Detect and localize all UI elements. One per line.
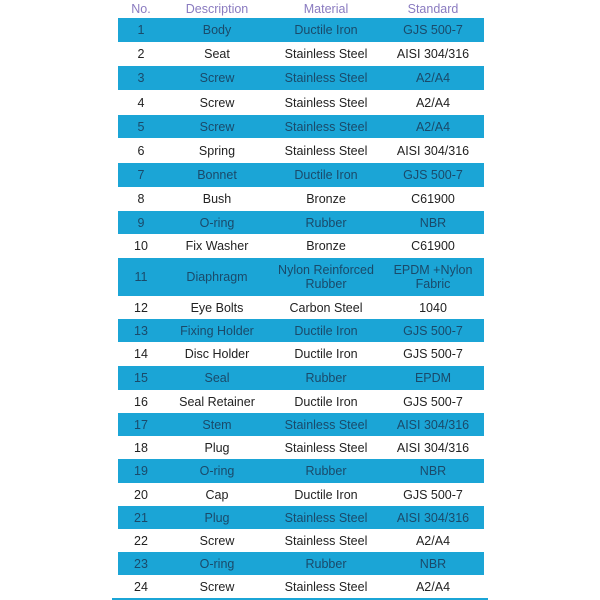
cell-no: 8 bbox=[137, 192, 145, 206]
materials-table bbox=[118, 0, 484, 598]
cell-material: Rubber bbox=[305, 556, 347, 571]
cell-material: Ductile Iron bbox=[294, 323, 358, 338]
header-material: Material bbox=[303, 2, 349, 16]
cell-material: Rubber bbox=[305, 464, 347, 478]
cell-standard: GJS 500-7 bbox=[403, 323, 463, 338]
cell-material: Rubber bbox=[305, 371, 347, 385]
table-row bbox=[118, 506, 484, 529]
cell-material: Ductile Iron bbox=[294, 168, 358, 182]
cell-standard: GJS 500-7 bbox=[403, 487, 463, 502]
cell-no: 11 bbox=[134, 270, 148, 284]
cell-description: Bush bbox=[202, 192, 232, 206]
table-row bbox=[118, 529, 484, 552]
cell-material: Bronze bbox=[306, 192, 346, 206]
cell-standard: C61900 bbox=[411, 192, 455, 206]
cell-material: Carbon Steel bbox=[289, 300, 363, 315]
table-row bbox=[118, 552, 484, 575]
table-row bbox=[118, 115, 484, 138]
cell-no: 24 bbox=[134, 579, 148, 594]
table-row bbox=[118, 66, 484, 90]
cell-description: Bonnet bbox=[197, 168, 237, 182]
cell-no: 3 bbox=[137, 71, 145, 85]
cell-description: Seal bbox=[204, 371, 230, 385]
cell-description: Seat bbox=[204, 47, 230, 61]
cell-material: Stainless Steel bbox=[284, 47, 368, 61]
cell-description: Plug bbox=[204, 440, 230, 455]
cell-description: Stem bbox=[202, 417, 232, 432]
table-row bbox=[118, 366, 484, 390]
cell-description: Spring bbox=[198, 143, 236, 158]
cell-description: Cap bbox=[205, 487, 229, 502]
cell-description: Plug bbox=[204, 510, 230, 525]
cell-no: 1 bbox=[137, 23, 145, 37]
cell-standard: GJS 500-7 bbox=[403, 394, 463, 409]
cell-material: Ductile Iron bbox=[294, 394, 358, 409]
cell-material: Rubber bbox=[305, 215, 347, 230]
cell-material: Stainless Steel bbox=[284, 143, 368, 158]
cell-no: 10 bbox=[134, 239, 148, 253]
table-row bbox=[118, 18, 484, 42]
cell-material: Ductile Iron bbox=[294, 23, 358, 37]
cell-description: Screw bbox=[199, 71, 235, 85]
cell-standard: AISI 304/316 bbox=[396, 143, 470, 158]
cell-description: Screw bbox=[199, 533, 235, 548]
cell-description: Fixing Holder bbox=[180, 323, 254, 338]
table-row bbox=[118, 42, 484, 66]
cell-no: 2 bbox=[137, 47, 145, 61]
table-row bbox=[118, 342, 484, 366]
table-row bbox=[118, 187, 484, 211]
cell-no: 22 bbox=[134, 533, 148, 548]
cell-no: 17 bbox=[134, 417, 148, 432]
cell-standard: A2/A4 bbox=[415, 95, 451, 110]
cell-no: 23 bbox=[134, 556, 148, 571]
table-row bbox=[118, 483, 484, 506]
cell-no: 6 bbox=[137, 143, 145, 158]
cell-description: O-ring bbox=[199, 215, 235, 230]
cell-standard: A2/A4 bbox=[415, 579, 451, 594]
cell-no: 21 bbox=[134, 510, 148, 525]
cell-material: Stainless Steel bbox=[284, 440, 368, 455]
table-row bbox=[118, 90, 484, 115]
cell-standard: NBR bbox=[419, 556, 447, 571]
cell-material: Stainless Steel bbox=[284, 579, 368, 594]
table-row bbox=[118, 459, 484, 483]
cell-material: Stainless Steel bbox=[284, 417, 368, 432]
cell-standard: AISI 304/316 bbox=[396, 417, 470, 432]
cell-standard: EPDM bbox=[414, 371, 452, 385]
cell-no: 5 bbox=[137, 119, 145, 134]
cell-description: O-ring bbox=[199, 556, 235, 571]
cell-standard: A2/A4 bbox=[415, 71, 451, 85]
cell-no: 19 bbox=[134, 464, 148, 478]
cell-no: 20 bbox=[134, 487, 148, 502]
cell-standard: 1040 bbox=[419, 300, 447, 315]
cell-description: Seal Retainer bbox=[179, 394, 255, 409]
table-row bbox=[118, 575, 484, 598]
cell-material: Stainless Steel bbox=[284, 533, 368, 548]
cell-no: 18 bbox=[134, 440, 148, 455]
cell-standard: A2/A4 bbox=[415, 119, 451, 134]
table-row bbox=[118, 413, 484, 436]
cell-standard: A2/A4 bbox=[415, 533, 451, 548]
cell-description: Eye Bolts bbox=[190, 300, 244, 315]
header-description: Description bbox=[185, 2, 249, 16]
cell-standard: NBR bbox=[419, 215, 447, 230]
cell-material: Stainless Steel bbox=[284, 95, 368, 110]
cell-material: Stainless Steel bbox=[284, 510, 368, 525]
cell-no: 9 bbox=[137, 215, 145, 230]
cell-standard: GJS 500-7 bbox=[403, 23, 463, 37]
cell-no: 12 bbox=[134, 300, 148, 315]
cell-no: 7 bbox=[137, 168, 145, 182]
table-body bbox=[118, 18, 484, 598]
table-header bbox=[118, 0, 484, 18]
table-row bbox=[118, 234, 484, 258]
cell-standard: GJS 500-7 bbox=[403, 168, 463, 182]
cell-no: 15 bbox=[134, 371, 148, 385]
table-row bbox=[118, 211, 484, 234]
header-standard: Standard bbox=[407, 2, 459, 16]
cell-standard: AISI 304/316 bbox=[396, 47, 470, 61]
table-row bbox=[118, 436, 484, 459]
table-row bbox=[118, 296, 484, 319]
table-row bbox=[118, 138, 484, 163]
cell-standard: GJS 500-7 bbox=[403, 347, 463, 361]
cell-no: 4 bbox=[137, 95, 145, 110]
cell-description: Disc Holder bbox=[184, 347, 250, 361]
cell-description: Screw bbox=[199, 579, 235, 594]
cell-standard: EPDM +Nylon Fabric bbox=[393, 263, 473, 291]
cell-description: O-ring bbox=[199, 464, 235, 478]
cell-description: Fix Washer bbox=[185, 239, 249, 253]
cell-description: Body bbox=[202, 23, 232, 37]
cell-no: 14 bbox=[134, 347, 148, 361]
cell-standard: C61900 bbox=[411, 239, 455, 253]
cell-material: Stainless Steel bbox=[284, 119, 368, 134]
cell-description: Diaphragm bbox=[186, 270, 248, 284]
table-row bbox=[118, 258, 484, 296]
cell-material: Bronze bbox=[306, 239, 346, 253]
cell-material: Nylon Reinforced Rubber bbox=[278, 263, 374, 291]
cell-no: 13 bbox=[134, 323, 148, 338]
cell-no: 16 bbox=[134, 394, 148, 409]
cell-material: Ductile Iron bbox=[294, 347, 358, 361]
table-row bbox=[118, 163, 484, 187]
cell-standard: AISI 304/316 bbox=[396, 510, 470, 525]
table-row bbox=[118, 319, 484, 342]
cell-description: Screw bbox=[199, 95, 235, 110]
header-no: No. bbox=[131, 2, 151, 16]
cell-material: Ductile Iron bbox=[294, 487, 358, 502]
cell-standard: AISI 304/316 bbox=[396, 440, 470, 455]
table-row bbox=[118, 390, 484, 413]
cell-material: Stainless Steel bbox=[284, 71, 368, 85]
cell-description: Screw bbox=[199, 119, 235, 134]
cell-standard: NBR bbox=[419, 464, 447, 478]
